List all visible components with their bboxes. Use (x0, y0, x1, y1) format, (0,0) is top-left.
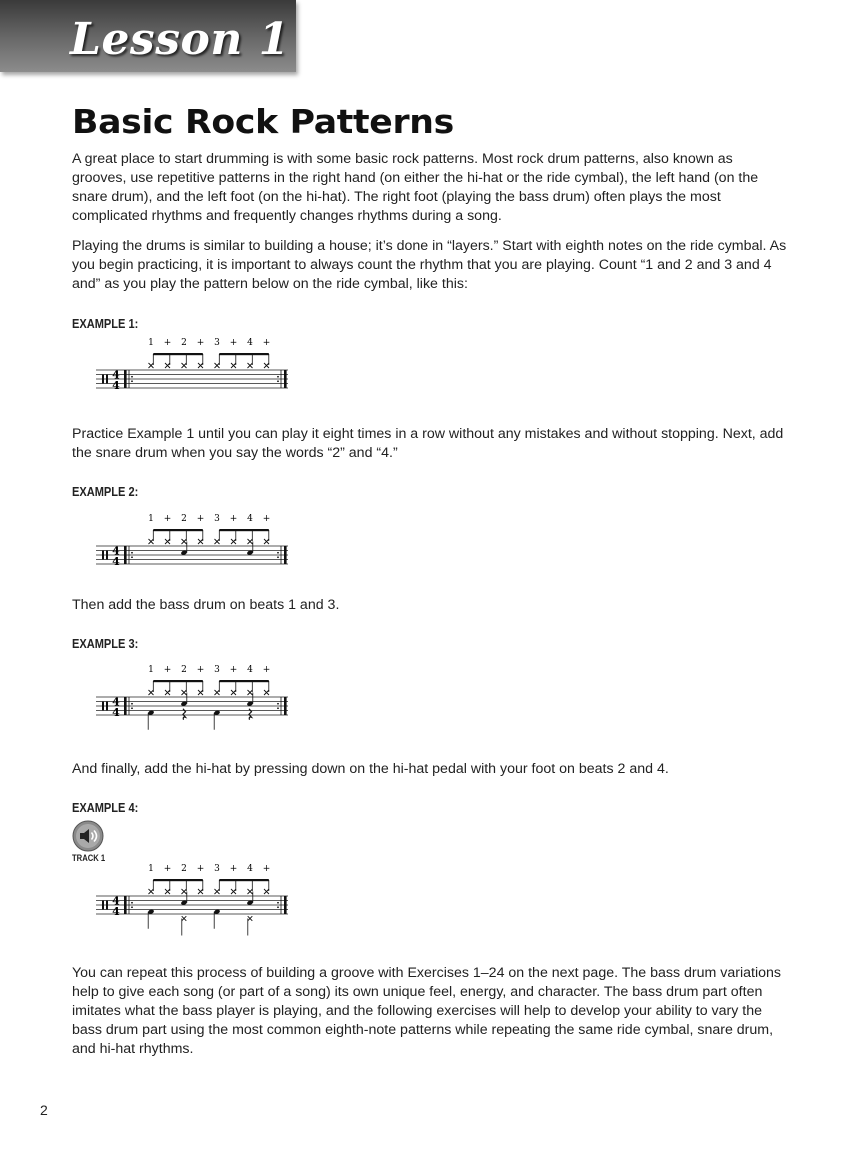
after-example-1-paragraph: Practice Example 1 until you can play it eight times in a row without any mistakes and without stopping. Next, add the snare drum when you say the words “2” and “4.” (72, 426, 784, 461)
cymbal-note (231, 690, 236, 695)
count-label: 4 (247, 665, 253, 675)
repeat-bar-thick (284, 370, 287, 388)
hihat-foot-note (248, 916, 253, 921)
cymbal-note (182, 363, 187, 368)
example-1-label: EXAMPLE 1: (72, 316, 139, 331)
cymbal-note (231, 889, 236, 894)
cymbal-note (165, 363, 170, 368)
cymbal-note (264, 690, 269, 695)
count-label: + (262, 665, 271, 675)
note-beam (219, 529, 268, 531)
cymbal-note (231, 363, 236, 368)
repeat-bar-thick (284, 546, 287, 564)
count-label: + (163, 864, 172, 874)
repeat-dot (131, 376, 133, 378)
count-label: 2 (181, 864, 187, 874)
percussion-clef (106, 901, 108, 910)
repeat-dot (277, 707, 279, 709)
note-beam (219, 879, 268, 881)
time-signature-top: 4 (112, 368, 120, 382)
repeat-dot (277, 376, 279, 378)
percussion-clef (106, 702, 108, 711)
cymbal-note (165, 889, 170, 894)
time-signature-bottom: 4 (112, 905, 120, 918)
cymbal-note (215, 363, 220, 368)
note-beam (219, 680, 268, 682)
count-label: 2 (181, 514, 187, 524)
repeat-dot (131, 556, 133, 558)
count-label: 1 (148, 338, 154, 348)
cymbal-note (248, 539, 253, 544)
repeat-bar-thick (124, 370, 127, 388)
hihat-foot-note (182, 916, 187, 921)
count-label: 4 (247, 514, 253, 524)
note-beam (153, 680, 203, 682)
page-title: Basic Rock Patterns (72, 102, 454, 141)
cymbal-note (215, 539, 220, 544)
repeat-dot (131, 906, 133, 908)
repeat-dot (277, 380, 279, 382)
cymbal-note (149, 690, 154, 695)
count-label: + (262, 338, 271, 348)
cymbal-note (165, 690, 170, 695)
percussion-clef (102, 901, 104, 910)
count-label: 2 (181, 338, 187, 348)
count-label: + (229, 338, 238, 348)
count-label: + (163, 338, 172, 348)
cymbal-note (182, 690, 187, 695)
count-label: 4 (247, 338, 253, 348)
repeat-bar-thick (124, 546, 127, 564)
percussion-clef (106, 375, 108, 384)
cymbal-note (149, 889, 154, 894)
time-signature-bottom: 4 (112, 379, 120, 392)
percussion-clef (102, 375, 104, 384)
count-label: + (262, 514, 271, 524)
track-label: TRACK 1 (72, 853, 106, 863)
after-example-3-paragraph: And finally, add the hi-hat by pressing down on the hi-hat pedal with your foot on beats 2 and 4. (72, 761, 669, 777)
cymbal-note (248, 889, 253, 894)
cymbal-note (149, 539, 154, 544)
cymbal-note (198, 690, 203, 695)
repeat-bar-thick (284, 896, 287, 914)
count-label: 1 (148, 514, 154, 524)
repeat-dot (277, 556, 279, 558)
example-4-label: EXAMPLE 4: (72, 800, 139, 815)
count-label: 1 (148, 864, 154, 874)
page-number: 2 (40, 1102, 48, 1118)
intro-paragraph: A great place to start drumming is with some basic rock patterns. Most rock drum patterns, also known as grooves, use repetitive patterns in the right hand (on either the hi-hat or the ride cymbal), the left hand (on the snare drum), and the left foot (on the hi-hat). The right foot (playing the bass drum) often plays the most complicated rhythms and frequently changes rhythms during a song. (72, 151, 759, 224)
percussion-clef (102, 551, 104, 560)
example-2-notation (92, 510, 292, 590)
cymbal-note (248, 363, 253, 368)
repeat-dot (131, 707, 133, 709)
count-label: 3 (214, 864, 220, 874)
count-label: + (196, 665, 205, 675)
example-3-label: EXAMPLE 3: (72, 636, 139, 651)
example-1-notation (92, 334, 292, 414)
percussion-clef (106, 551, 108, 560)
example-2-label: EXAMPLE 2: (72, 484, 139, 499)
count-label: + (229, 864, 238, 874)
layers-paragraph: Playing the drums is similar to building a house; it’s done in “layers.” Start with eighth notes on the ride cymbal. As you begin practicing, it is important to always count the rhythm that you are playing. Count “1 and 2 and 3 and 4 and” as you play the pattern below on the ride cymbal, like this: (72, 238, 787, 292)
time-signature-top: 4 (112, 695, 120, 709)
note-beam (219, 353, 268, 355)
count-label: 3 (214, 665, 220, 675)
time-signature-bottom: 4 (112, 555, 120, 568)
note-beam (153, 879, 203, 881)
cymbal-note (248, 690, 253, 695)
count-label: + (229, 514, 238, 524)
cymbal-note (149, 363, 154, 368)
repeat-bar-thick (124, 896, 127, 914)
cymbal-note (231, 539, 236, 544)
count-label: 1 (148, 665, 154, 675)
repeat-dot (131, 703, 133, 705)
cymbal-note (215, 690, 220, 695)
note-beam (153, 529, 203, 531)
count-label: 2 (181, 665, 187, 675)
example-4-notation (92, 860, 292, 940)
cymbal-note (182, 539, 187, 544)
time-signature-top: 4 (112, 894, 120, 908)
count-label: + (196, 338, 205, 348)
cymbal-note (264, 889, 269, 894)
repeat-dot (277, 902, 279, 904)
speaker-icon[interactable] (72, 820, 104, 852)
repeat-bar-thick (124, 697, 127, 715)
repeat-dot (131, 380, 133, 382)
count-label: + (262, 864, 271, 874)
count-label: 4 (247, 864, 253, 874)
cymbal-note (198, 889, 203, 894)
example-3-notation (92, 661, 292, 741)
count-label: + (163, 514, 172, 524)
cymbal-note (198, 363, 203, 368)
repeat-dot (131, 902, 133, 904)
repeat-dot (277, 552, 279, 554)
lesson-banner-title: Lesson 1 (70, 14, 290, 65)
count-label: + (163, 665, 172, 675)
cymbal-note (215, 889, 220, 894)
after-example-2-paragraph: Then add the bass drum on beats 1 and 3. (72, 597, 340, 613)
repeat-dot (277, 703, 279, 705)
count-label: 3 (214, 514, 220, 524)
cymbal-note (264, 363, 269, 368)
cymbal-note (264, 539, 269, 544)
cymbal-note (198, 539, 203, 544)
count-label: + (196, 514, 205, 524)
repeat-dot (277, 906, 279, 908)
count-label: 3 (214, 338, 220, 348)
closing-paragraph: You can repeat this process of building a groove with Exercises 1–24 on the next page. The bass drum variations help to give each song (or part of a song) its own unique feel, energy, and character. The bass drum part often imitates what the bass player is playing, and the following exercises will help to develop your ability to vary the bass drum part using the most common eighth-note patterns while repeating the same ride cymbal, snare drum, and hi-hat rhythms. (72, 965, 782, 1057)
repeat-bar-thick (284, 697, 287, 715)
count-label: + (229, 665, 238, 675)
lesson-banner (0, 0, 296, 72)
cymbal-note (182, 889, 187, 894)
note-beam (153, 353, 203, 355)
cymbal-note (165, 539, 170, 544)
count-label: + (196, 864, 205, 874)
time-signature-bottom: 4 (112, 706, 120, 719)
time-signature-top: 4 (112, 544, 120, 558)
percussion-clef (102, 702, 104, 711)
repeat-dot (131, 552, 133, 554)
